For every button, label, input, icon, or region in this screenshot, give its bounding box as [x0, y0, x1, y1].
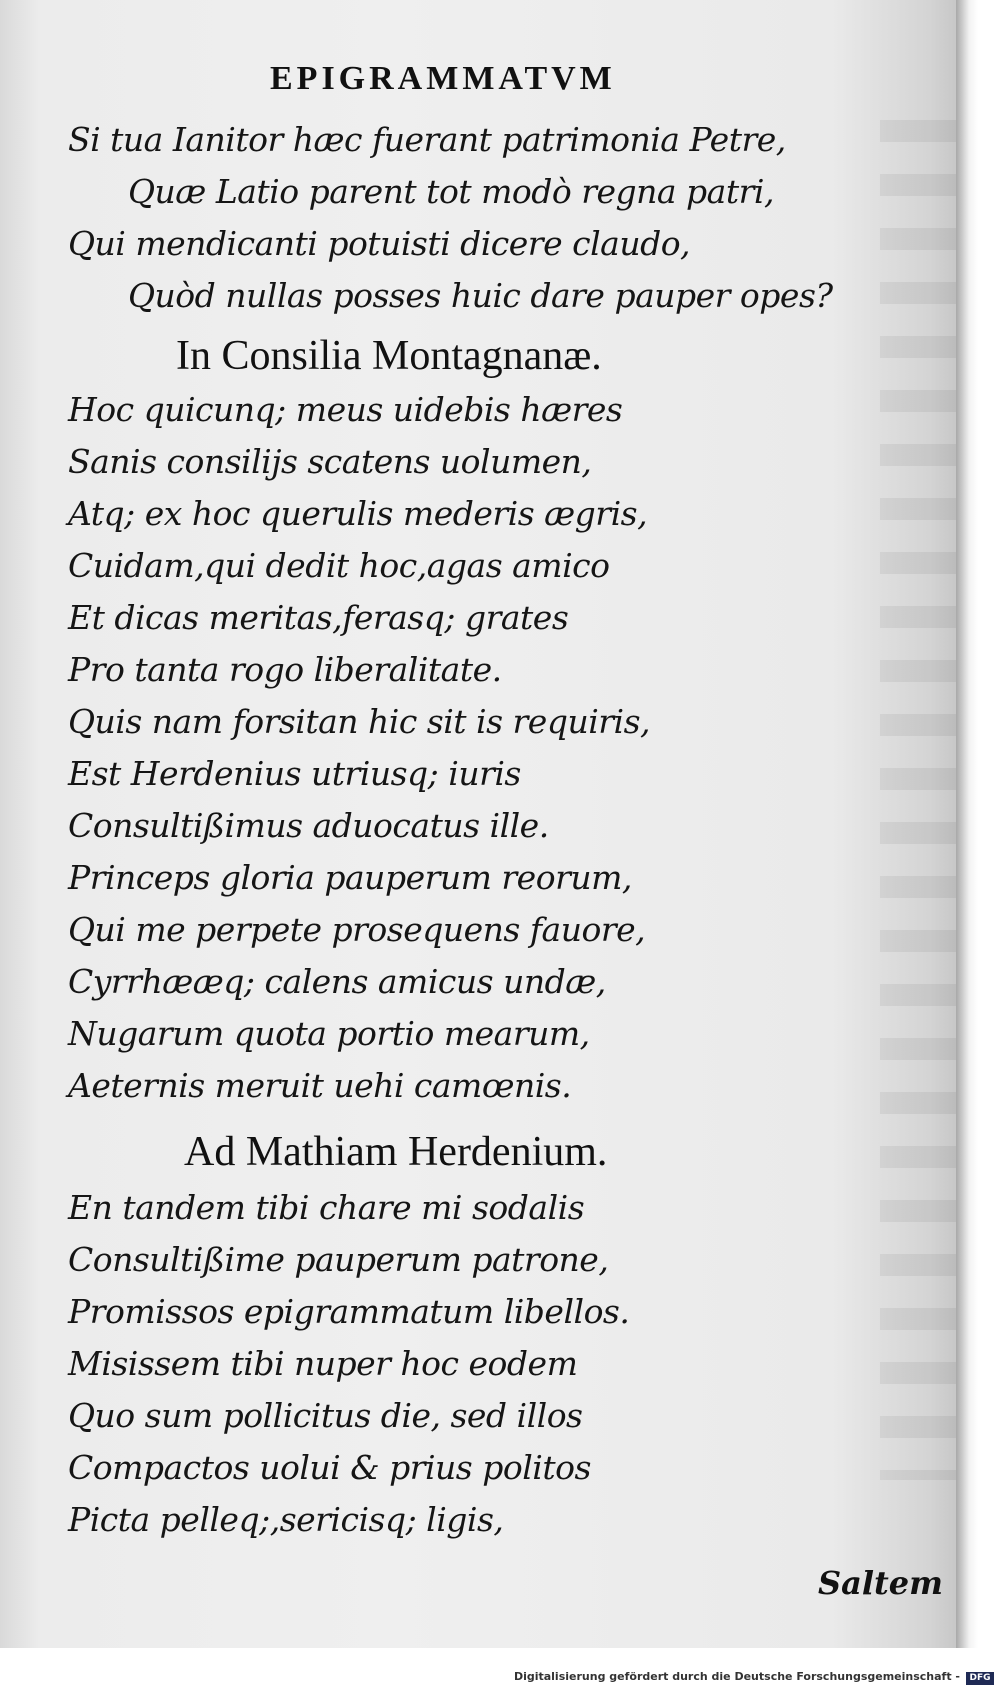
show-through-shadow	[880, 120, 960, 1480]
poem2-line: Qui me perpete prosequens fauore,	[68, 910, 646, 949]
poem2-line: Quis nam forsitan hic sit is requiris,	[68, 702, 651, 741]
poem2-line: Et dicas meritas,ferasq; grates	[68, 598, 569, 637]
page-edge	[956, 0, 978, 1648]
running-head: EPIGRAMMATVM	[270, 60, 616, 97]
dfg-logo: DFG	[966, 1672, 994, 1685]
poem2-line: Nugarum quota portio mearum,	[68, 1014, 590, 1053]
poem2-line: Cuidam,qui dedit hoc,agas amico	[68, 546, 610, 585]
poem3-line: En tandem tibi chare mi sodalis	[68, 1188, 585, 1227]
poem3-line: Picta pelleq;,sericisq; ligis,	[68, 1500, 504, 1539]
section-heading: Ad Mathiam Herdenium.	[184, 1129, 608, 1175]
catchword: Saltem	[818, 1564, 943, 1602]
poem3-line: Consultißime pauperum patrone,	[68, 1240, 609, 1279]
poem2-line: Consultißimus aduocatus ille.	[68, 806, 549, 845]
poem1-line: Quæ Latio parent tot modò regna patri,	[128, 172, 774, 211]
footer-credit: Digitalisierung gefördert durch die Deutsche Forschungsgemeinschaft -	[513, 1670, 960, 1683]
footer-bar	[0, 1670, 1000, 1690]
poem1-line: Si tua Ianitor hæc fuerant patrimonia Petre,	[68, 120, 786, 159]
poem2-line: Est Herdenius utriusq; iuris	[68, 754, 521, 793]
poem3-line: Misissem tibi nuper hoc eodem	[68, 1344, 578, 1383]
poem2-line: Aeternis meruit uehi camœnis.	[68, 1066, 572, 1105]
poem2-line: Sanis consilijs scatens uolumen,	[68, 442, 592, 481]
poem2-line: Atq; ex hoc querulis mederis ægris,	[68, 494, 648, 533]
poem2-line: Cyrrhææq; calens amicus undæ,	[68, 962, 606, 1001]
poem3-line: Promissos epigrammatum libellos.	[68, 1292, 630, 1331]
poem1-line: Quòd nullas posses huic dare pauper opes?	[128, 276, 833, 315]
poem2-line: Hoc quicunq; meus uidebis hæres	[68, 390, 623, 429]
section-heading: In Consilia Montagnanæ.	[176, 333, 602, 379]
poem1-line: Qui mendicanti potuisti dicere claudo,	[68, 224, 691, 263]
poem3-line: Compactos uolui & prius politos	[68, 1448, 591, 1487]
poem3-line: Quo sum pollicitus die, sed illos	[68, 1396, 583, 1435]
poem2-line: Princeps gloria pauperum reorum,	[68, 858, 632, 897]
poem2-line: Pro tanta rogo liberalitate.	[68, 650, 502, 689]
